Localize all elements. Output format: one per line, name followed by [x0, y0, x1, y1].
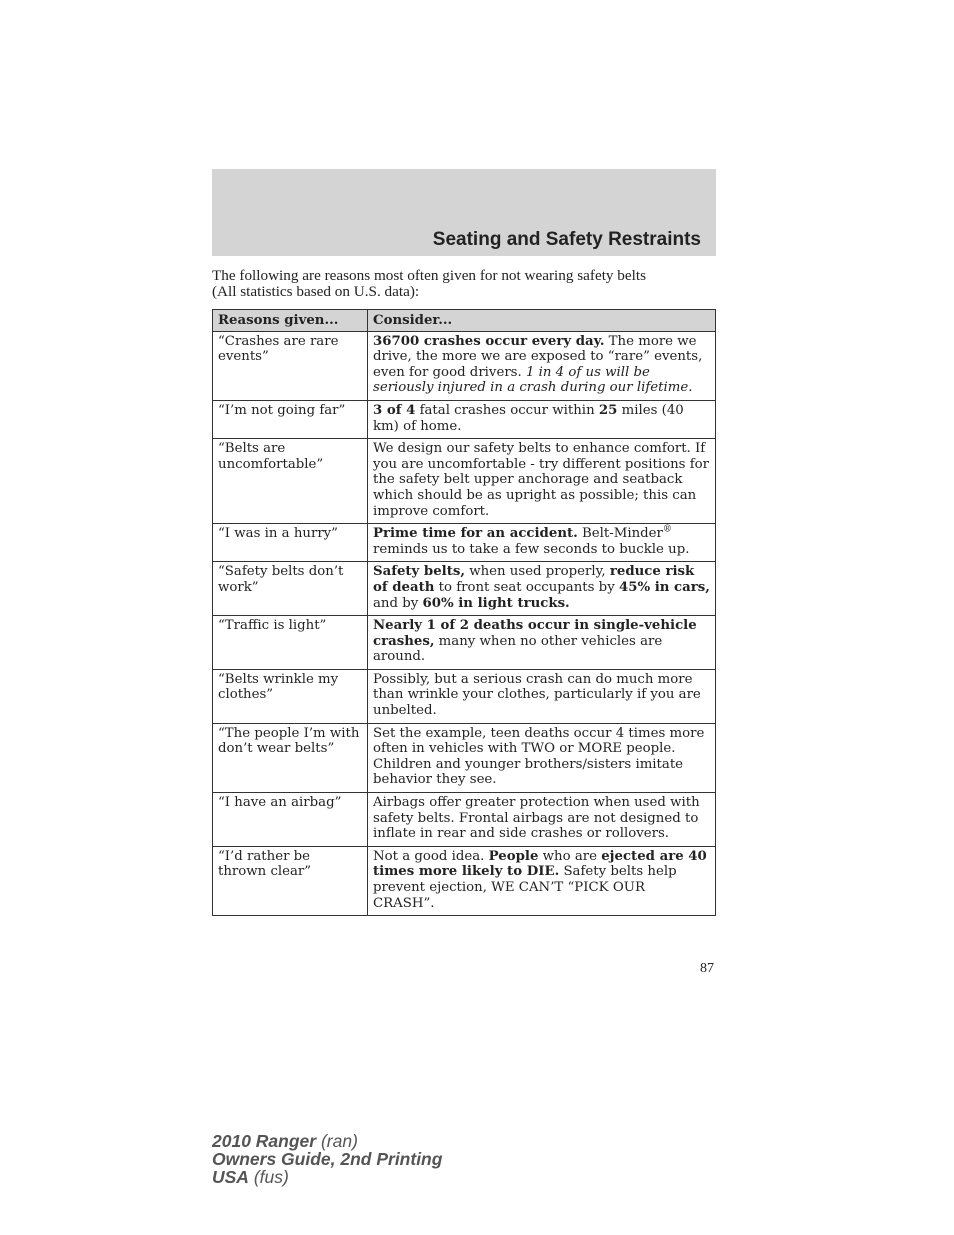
- footer-line-1: [212, 1132, 442, 1150]
- table-row: [213, 562, 716, 616]
- intro-paragraph: [212, 268, 716, 300]
- consider-cell: [368, 723, 716, 792]
- reason-cell: “I’m not going far”: [213, 400, 368, 438]
- emphasis-bold: People: [488, 848, 539, 864]
- consider-text: to front seat occupants by: [434, 579, 619, 595]
- consider-cell: [368, 331, 716, 400]
- emphasis-bold: 3 of 4: [373, 402, 416, 418]
- emphasis-bold: reduce risk of death: [373, 564, 695, 595]
- emphasis-bold: 25: [598, 402, 618, 418]
- consider-text: Belt-Minder: [577, 526, 663, 542]
- reason-cell: “Belts are uncomfortable”: [213, 439, 368, 524]
- emphasis-bold: Nearly 1 of 2 deaths occur in single-vehicle crashes,: [373, 618, 697, 649]
- column-header-reasons: Reasons given...: [213, 310, 368, 332]
- table-row: [213, 723, 716, 792]
- consider-text: when used properly,: [464, 564, 610, 580]
- section-header-band: [212, 169, 716, 256]
- footer-line-2: Owners Guide, 2nd Printing: [212, 1149, 443, 1169]
- table-body: [213, 331, 716, 916]
- reason-cell: “Safety belts don’t work”: [213, 562, 368, 616]
- consider-text: reminds us to take a few seconds to buckle up.: [373, 541, 690, 557]
- reason-cell: “I have an airbag”: [213, 793, 368, 847]
- emphasis-italic: 1 in 4 of us will be seriously injured in a crash during our lifetime.: [373, 364, 693, 396]
- reasons-table: [212, 309, 716, 916]
- consider-cell: [368, 846, 716, 915]
- table-row: [213, 400, 716, 438]
- emphasis-bold: Safety belts,: [373, 564, 465, 580]
- consider-cell: [368, 793, 716, 847]
- reason-cell: “Belts wrinkle my clothes”: [213, 669, 368, 723]
- table-row: [213, 669, 716, 723]
- consider-text: Safety belts help prevent ejection, WE CAN’T “PICK OUR CRASH”.: [373, 864, 677, 911]
- consider-cell: [368, 439, 716, 524]
- footer-model: 2010 Ranger: [212, 1131, 317, 1151]
- reason-cell: “The people I’m with don’t wear belts”: [213, 723, 368, 792]
- table-row: [213, 793, 716, 847]
- reason-cell: “I was in a hurry”: [213, 524, 368, 562]
- table-row: [213, 331, 716, 400]
- consider-cell: [368, 562, 716, 616]
- intro-line-2: (All statistics based on U.S. data):: [212, 283, 420, 300]
- reason-cell: “I’d rather be thrown clear”: [213, 846, 368, 915]
- consider-cell: [368, 669, 716, 723]
- page-number: 87: [700, 961, 714, 976]
- emphasis-bold: 60% in light trucks.: [422, 595, 570, 611]
- consider-text: and by: [373, 595, 423, 611]
- consider-text: We design our safety belts to enhance comfort. If you are uncomfortable - try different positions for the safety belt upper anchorage and seatback which should be as upright as possible; this can improve comfort.: [373, 441, 709, 519]
- consider-cell: [368, 616, 716, 670]
- footer-market-code: (fus): [248, 1167, 289, 1187]
- column-header-consider: Consider...: [368, 310, 716, 332]
- reason-cell: “Traffic is light”: [213, 616, 368, 670]
- emphasis-bold: Prime time for an accident.: [373, 526, 578, 542]
- consider-text: Not a good idea.: [373, 848, 489, 864]
- consider-text: who are: [538, 848, 602, 864]
- consider-text: Possibly, but a serious crash can do much more than wrinkle your clothes, particularly if you are unbelted.: [373, 671, 701, 719]
- consider-text: The more we drive, the more we are exposed to “rare” events, even for good drivers.: [373, 333, 703, 380]
- intro-line-1: The following are reasons most often given for not wearing safety belts: [212, 267, 646, 284]
- table-row: [213, 439, 716, 524]
- consider-text: miles (40 km) of home.: [373, 402, 684, 434]
- footer-imprint: [212, 1132, 442, 1186]
- section-title: Seating and Safety Restraints: [432, 229, 701, 250]
- footer-line-3: [212, 1168, 442, 1186]
- registered-mark: ®: [662, 524, 672, 535]
- table-row: [213, 846, 716, 915]
- consider-text: Airbags offer greater protection when used with safety belts. Frontal airbags are not designed to inflate in rear and side crashes or rollovers.: [373, 795, 700, 842]
- reason-cell: “Crashes are rare events”: [213, 331, 368, 400]
- table-header-row: [213, 310, 716, 332]
- consider-text: fatal crashes occur within: [415, 402, 599, 418]
- consider-cell: [368, 524, 716, 562]
- footer-market: USA: [212, 1167, 249, 1187]
- consider-text: Set the example, teen deaths occur 4 times more often in vehicles with TWO or MORE people. Children and younger brothers/sisters imitate behavior they see.: [373, 725, 705, 788]
- table-row: [213, 616, 716, 670]
- consider-cell: [368, 400, 716, 438]
- emphasis-bold: 36700 crashes occur every day.: [373, 333, 605, 349]
- emphasis-bold: ejected are 40 times more likely to DIE.: [373, 848, 707, 880]
- table-row: [213, 524, 716, 562]
- emphasis-bold: 45% in cars,: [618, 579, 710, 595]
- consider-text: many when no other vehicles are around.: [373, 633, 663, 665]
- footer-model-code: (ran): [316, 1131, 358, 1151]
